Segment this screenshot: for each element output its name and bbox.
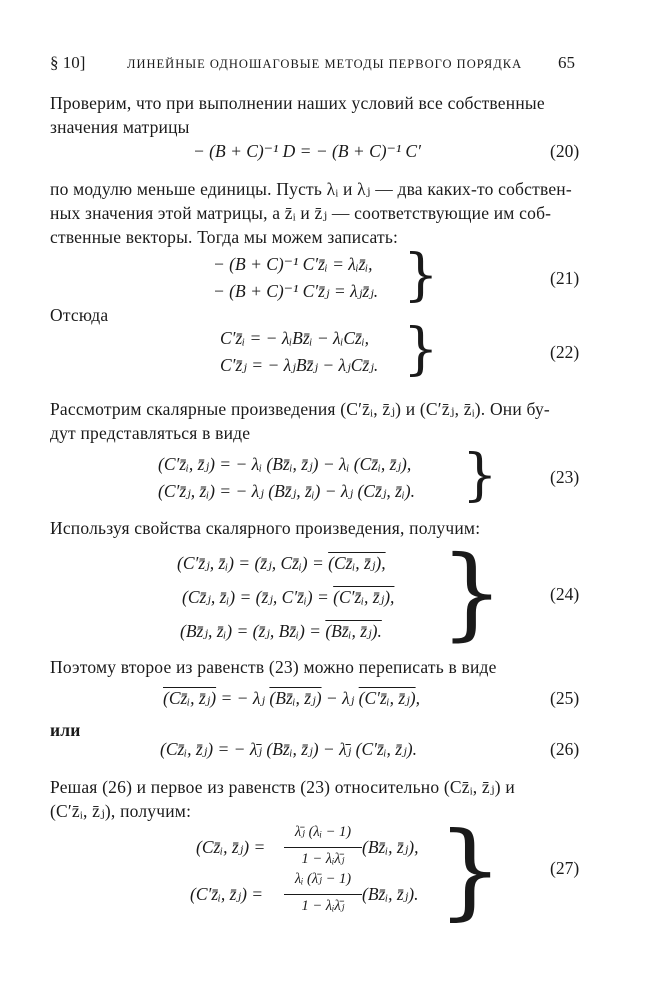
paragraph-line: ных значения этой матрицы, а z̄ᵢ и z̄ⱼ — соответствующие им соб-	[50, 203, 552, 223]
equation-24-line2	[182, 587, 394, 608]
conjugate-term: (Cz̄ᵢ, z̄ⱼ)	[163, 688, 217, 708]
conjugate-term: (Bz̄ᵢ, z̄ⱼ).	[325, 621, 382, 641]
paragraph-line: или	[50, 720, 81, 740]
equation-25-end: ,	[415, 688, 420, 708]
conjugate-term: (Bz̄ᵢ, z̄ⱼ)	[269, 688, 322, 708]
fraction-bar	[284, 847, 362, 848]
page-number: 65	[558, 53, 575, 72]
equation-number: (20)	[550, 141, 580, 161]
fraction-numerator: λ̄ⱼ (λᵢ − 1)	[294, 824, 352, 840]
paragraph-line: Рассмотрим скалярные произведения (C′z̄ᵢ, z̄ⱼ) и (C′z̄ⱼ, z̄ᵢ). Они бу-	[50, 399, 550, 419]
equation-25-op: = − λⱼ	[216, 688, 270, 708]
paragraph-line: Поэтому второе из равенств (23) можно переписать в виде	[50, 657, 497, 677]
equation-25-op: − λⱼ	[321, 688, 359, 708]
right-brace: }	[403, 243, 439, 308]
equation-27-line1-lhs: (Cz̄ᵢ, z̄ⱼ) =	[196, 837, 266, 857]
conjugate-term: (C′z̄ᵢ, z̄ⱼ),	[333, 587, 395, 607]
equation-24-line1	[177, 553, 386, 574]
paragraph-line: Отсюда	[50, 305, 109, 325]
right-brace: }	[440, 534, 504, 651]
paragraph-line: ственные векторы. Тогда мы можем записать:	[50, 227, 399, 247]
equation-26: (Cz̄ᵢ, z̄ⱼ) = − λ̄ⱼ (Bz̄ᵢ, z̄ⱼ) − λ̄ⱼ (C′z̄ᵢ, z̄ⱼ).	[160, 739, 417, 759]
paragraph-line: Решая (26) и первое из равенств (23) относительно (Cz̄ᵢ, z̄ⱼ) и	[50, 777, 515, 797]
equation-number: (21)	[550, 268, 580, 288]
equation-23-line1: (C′z̄ᵢ, z̄ⱼ) = − λᵢ (Bz̄ᵢ, z̄ⱼ) − λᵢ (Cz̄ᵢ, z̄ⱼ),	[158, 454, 412, 474]
equation-25	[163, 688, 420, 709]
equation-number: (23)	[550, 467, 580, 487]
right-brace: }	[462, 443, 498, 508]
equation-24-line1-lhs: (C′z̄ⱼ, z̄ᵢ) = (z̄ⱼ, Cz̄ᵢ) =	[177, 553, 329, 573]
running-title: ЛИНЕЙНЫЕ ОДНОШАГОВЫЕ МЕТОДЫ ПЕРВОГО ПОРЯДКА	[127, 57, 523, 71]
fraction-bar	[284, 894, 362, 895]
equation-number: (26)	[550, 739, 580, 759]
fraction-denominator: 1 − λᵢλ̄ⱼ	[301, 851, 345, 867]
equation-23-line2: (C′z̄ⱼ, z̄ᵢ) = − λⱼ (Bz̄ⱼ, z̄ᵢ) − λⱼ (Cz̄ⱼ, z̄ᵢ).	[158, 481, 415, 501]
equation-24-line3	[180, 621, 382, 642]
paragraph-line: дут представляться в виде	[50, 423, 251, 443]
equation-22-line1: C′z̄ᵢ = − λᵢBz̄ᵢ − λᵢCz̄ᵢ,	[220, 328, 369, 348]
equation-22-line2: C′z̄ⱼ = − λⱼBz̄ⱼ − λⱼCz̄ⱼ.	[220, 355, 379, 375]
equation-number: (27)	[550, 858, 580, 878]
equation-27-line1-rhs: (Bz̄ᵢ, z̄ⱼ),	[362, 837, 419, 857]
right-brace: }	[403, 317, 439, 382]
equation-21-line2: − (B + C)⁻¹ C′z̄ⱼ = λⱼz̄ⱼ.	[213, 281, 379, 301]
right-brace: }	[437, 809, 504, 931]
equation-number: (24)	[550, 584, 580, 604]
paragraph-line: (C′z̄ᵢ, z̄ⱼ), получим:	[50, 801, 192, 821]
paragraph-line: по модулю меньше единицы. Пусть λᵢ и λⱼ — два каких-то собствен-	[50, 179, 572, 199]
equation-21-line1: − (B + C)⁻¹ C′z̄ᵢ = λᵢz̄ᵢ,	[213, 254, 373, 274]
equation-24-line2-lhs: (Cz̄ⱼ, z̄ᵢ) = (z̄ⱼ, C′z̄ᵢ) =	[182, 587, 334, 607]
conjugate-term: (C′z̄ᵢ, z̄ⱼ)	[358, 688, 416, 708]
equation-number: (22)	[550, 342, 580, 362]
equation-27-line2-lhs: (C′z̄ᵢ, z̄ⱼ) =	[190, 884, 264, 904]
fraction-denominator: 1 − λᵢλ̄ⱼ	[301, 898, 345, 914]
equation-24-line3-lhs: (Bz̄ⱼ, z̄ᵢ) = (z̄ⱼ, Bz̄ᵢ) =	[180, 621, 326, 641]
equation-number: (25)	[550, 688, 580, 708]
equation-20: − (B + C)⁻¹ D = − (B + C)⁻¹ C′	[193, 141, 421, 161]
equation-27-line2-rhs: (Bz̄ᵢ, z̄ⱼ).	[362, 884, 419, 904]
paragraph-line: Проверим, что при выполнении наших условий все собственные	[50, 93, 545, 113]
paragraph-line: значения матрицы	[50, 117, 190, 137]
section-marker: § 10]	[50, 53, 86, 72]
conjugate-term: (Cz̄ᵢ, z̄ⱼ),	[328, 553, 386, 573]
paragraph-line: Используя свойства скалярного произведения, получим:	[50, 518, 481, 538]
fraction-numerator: λᵢ (λ̄ⱼ − 1)	[294, 871, 352, 887]
